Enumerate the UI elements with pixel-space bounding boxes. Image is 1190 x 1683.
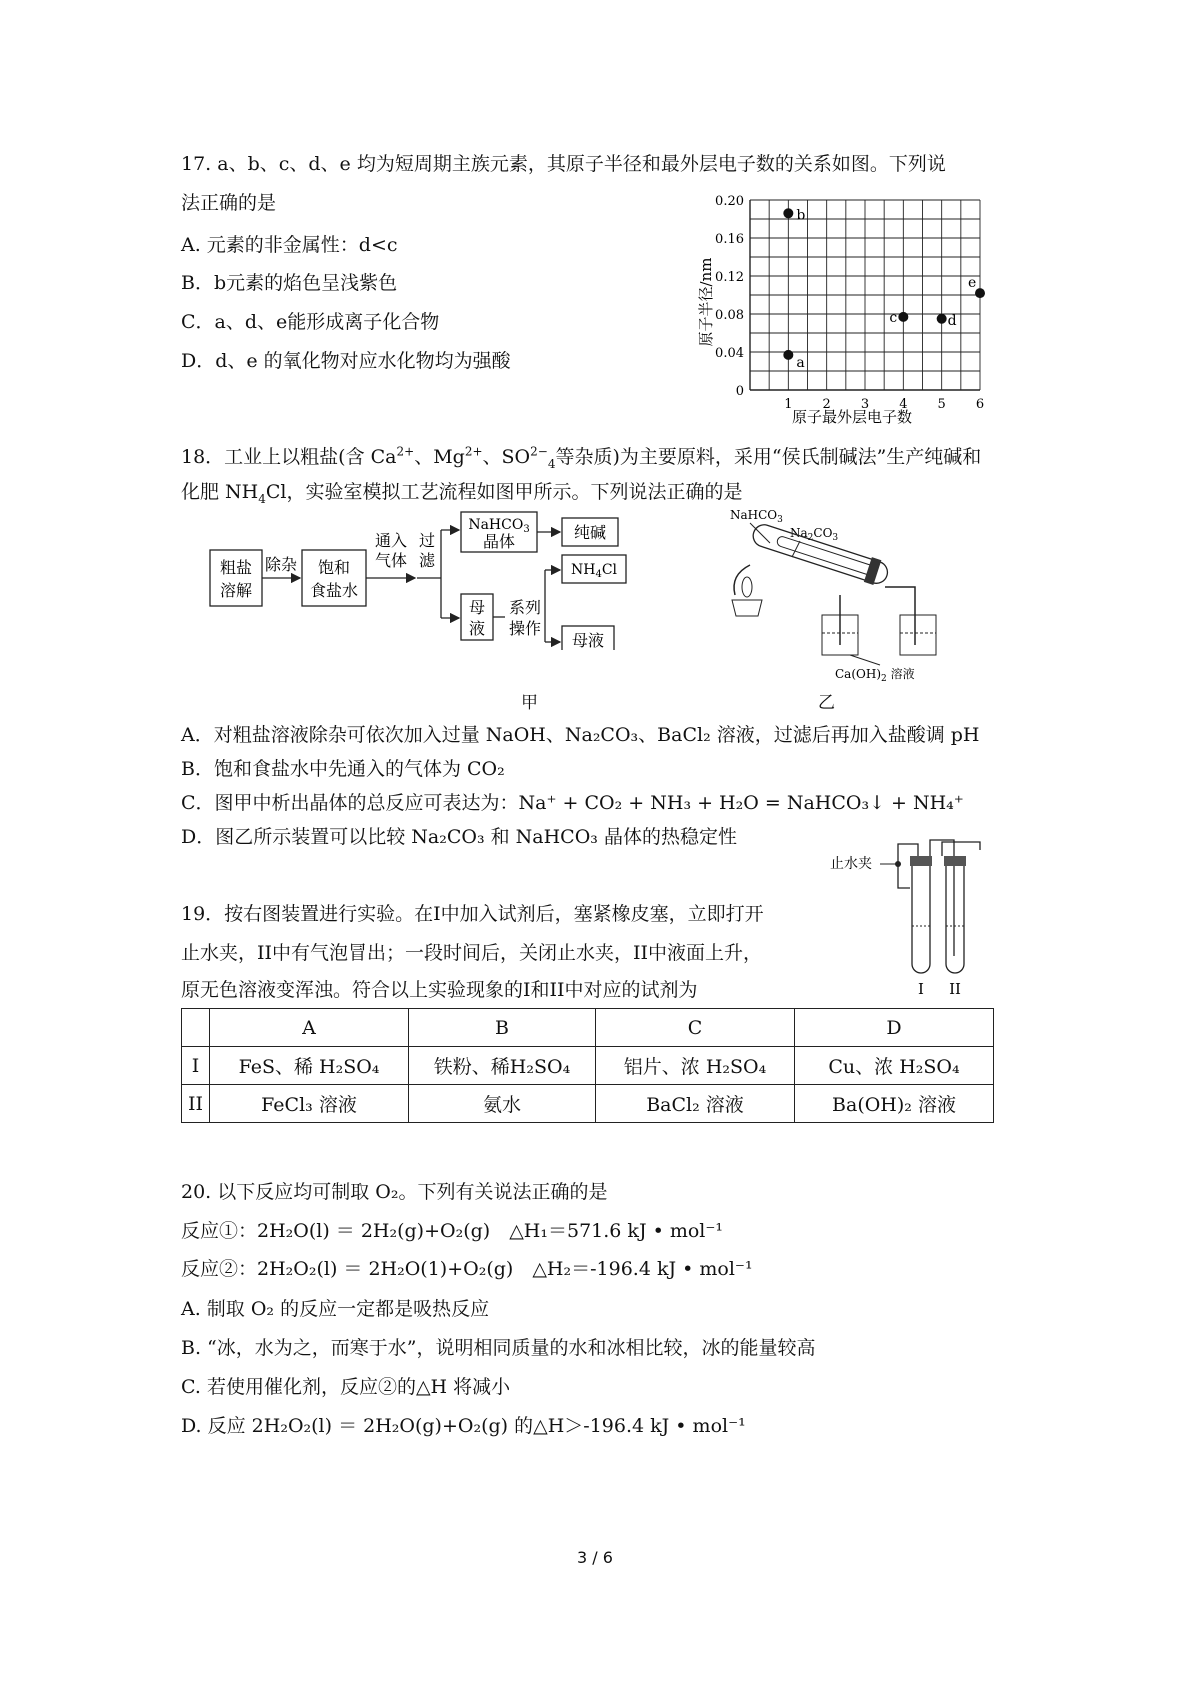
q18-stem-line1: 18．工业上以粗盐(含 $Ca^{2+}$、$Mg^{2+}$、$SO^{2-}_4$等杂质)为主要原料，采用“侯氏制碱法”生产纯碱和 bbox=[181, 444, 982, 471]
svg-text:母: 母 bbox=[468, 598, 486, 617]
q17-option-d: D．d、e 的氧化物对应水化物均为强酸 bbox=[181, 350, 511, 372]
svg-text:操作: 操作 bbox=[508, 619, 542, 638]
flow-caption: 甲 bbox=[521, 693, 538, 713]
data-point bbox=[898, 312, 908, 322]
point-label: a bbox=[796, 354, 805, 371]
table-cell: B bbox=[409, 1009, 596, 1047]
svg-text:液: 液 bbox=[468, 619, 486, 638]
svg-text:溶解: 溶解 bbox=[219, 581, 253, 600]
y-tick-label: 0.12 bbox=[715, 270, 744, 285]
q17-stem-line2: 法正确的是 bbox=[181, 192, 277, 214]
q20-option-b: B. “冰，水为之，而寒于水”，说明相同质量的水和冰相比较，冰的能量较高 bbox=[181, 1337, 816, 1359]
svg-text:母液: 母液 bbox=[571, 631, 605, 650]
svg-text:晶体: 晶体 bbox=[482, 532, 516, 551]
table-row-header bbox=[182, 1009, 994, 1047]
y-tick-label: 0.20 bbox=[715, 194, 744, 209]
x-tick-label: 1 bbox=[784, 397, 793, 412]
table-cell: A bbox=[210, 1009, 409, 1047]
svg-text:Ca(OH)2 溶液: $Ca(OH)_2$ 溶液 bbox=[835, 667, 915, 684]
q20-stem: 20. 以下反应均可制取 O₂。下列有关说法正确的是 bbox=[181, 1181, 608, 1203]
q18-option-d: D．图乙所示装置可以比较 Na₂CO₃ 和 NaHCO₃ 晶体的热稳定性 bbox=[181, 826, 737, 848]
data-point bbox=[783, 208, 793, 218]
table-cell: II bbox=[182, 1085, 210, 1123]
point-label: e bbox=[968, 275, 977, 292]
q18-option-a: A．对粗盐溶液除杂可依次加入过量 NaOH、Na₂CO₃、BaCl₂ 溶液，过滤后再加入盐酸调 pH bbox=[181, 724, 980, 746]
page-number: 3 / 6 bbox=[577, 1548, 613, 1567]
point-label: c bbox=[889, 309, 898, 326]
y-tick-label: 0.04 bbox=[715, 346, 744, 361]
svg-text:NH4Cl: $NH_4Cl$ bbox=[570, 562, 618, 580]
y-tick-label: 0.16 bbox=[715, 232, 744, 247]
q20-reaction-2: 反应②：2H₂O₂(l) ＝ 2H₂O(1)+O₂(g) △H₂＝-196.4 kJ • mol⁻¹ bbox=[181, 1258, 753, 1280]
point-label: d bbox=[947, 312, 957, 329]
q18-apparatus bbox=[720, 505, 950, 685]
svg-text:过: 过 bbox=[418, 531, 436, 550]
chart-grid bbox=[750, 200, 980, 390]
x-tick-label: 2 bbox=[822, 397, 831, 412]
svg-text:Na2CO3: $Na_2CO_3$ bbox=[790, 526, 839, 543]
q18-option-c: C．图甲中析出晶体的总反应可表达为：Na⁺ + CO₂ + NH₃ + H₂O = NaHCO₃↓ + NH₄⁺ bbox=[181, 792, 964, 814]
table-cell: C bbox=[596, 1009, 795, 1047]
svg-text:I: I bbox=[918, 980, 924, 998]
q19-stem-line2: 止水夹，II中有气泡冒出；一段时间后，关闭止水夹，II中液面上升， bbox=[181, 942, 763, 964]
svg-text:系列: 系列 bbox=[508, 598, 542, 617]
x-tick-label: 6 bbox=[975, 397, 985, 412]
table-cell: FeS、稀 H₂SO₄ bbox=[210, 1047, 409, 1085]
svg-text:II: II bbox=[949, 980, 961, 998]
x-tick-label: 3 bbox=[860, 397, 870, 412]
q17-option-b: B．b元素的焰色呈浅紫色 bbox=[181, 272, 398, 294]
table-cell: 氨水 bbox=[409, 1085, 596, 1123]
x-tick-label: 5 bbox=[937, 397, 946, 412]
q20-reaction-1: 反应①：2H₂O(l) ＝ 2H₂(g)+O₂(g) △H₁＝571.6 kJ • mol⁻¹ bbox=[181, 1220, 724, 1242]
y-tick-label: 0.08 bbox=[715, 308, 744, 323]
q19-reagent-table bbox=[181, 1008, 994, 1123]
table-row bbox=[182, 1047, 994, 1085]
table-cell: Cu、浓 H₂SO₄ bbox=[795, 1047, 994, 1085]
svg-text:NaHCO3: NaHCO$_3$ bbox=[730, 508, 783, 525]
svg-text:通入: 通入 bbox=[374, 531, 408, 550]
data-point bbox=[783, 350, 793, 360]
table-cell: I bbox=[182, 1047, 210, 1085]
y-tick-label: 0 bbox=[735, 384, 744, 399]
data-point bbox=[937, 314, 947, 324]
q19-stem-line1: 19．按右图装置进行实验。在I中加入试剂后，塞紧橡皮塞，立即打开 bbox=[181, 903, 764, 925]
chart-y-ticks bbox=[715, 194, 744, 399]
q17-option-a: A. 元素的非金属性：d<c bbox=[181, 234, 398, 256]
table-cell: 铝片、浓 H₂SO₄ bbox=[596, 1047, 795, 1085]
table-cell: D bbox=[795, 1009, 994, 1047]
svg-text:NaHCO3: NaHCO$_3$ bbox=[468, 517, 530, 535]
table-row bbox=[182, 1085, 994, 1123]
svg-text:止水夹: 止水夹 bbox=[830, 856, 872, 872]
data-point bbox=[975, 288, 985, 298]
table-cell: FeCl₃ 溶液 bbox=[210, 1085, 409, 1123]
apparatus-caption: 乙 bbox=[818, 693, 835, 713]
svg-text:食盐水: 食盐水 bbox=[309, 581, 359, 600]
q18-option-b: B．饱和食盐水中先通入的气体为 CO₂ bbox=[181, 758, 505, 780]
chart-x-label: 原子最外层电子数 bbox=[791, 408, 913, 426]
q17-stem-line1: 17. a、b、c、d、e 均为短周期主族元素，其原子半径和最外层电子数的关系如图。下列说 bbox=[181, 153, 946, 175]
svg-text:气体: 气体 bbox=[374, 551, 408, 570]
q20-option-a: A. 制取 O₂ 的反应一定都是吸热反应 bbox=[181, 1298, 490, 1320]
q19-apparatus bbox=[830, 836, 990, 1001]
point-label: b bbox=[796, 207, 806, 224]
table-cell: Ba(OH)₂ 溶液 bbox=[795, 1085, 994, 1123]
table-cell: 铁粉、稀H₂SO₄ bbox=[409, 1047, 596, 1085]
q20-option-d: D. 反应 2H₂O₂(l) ＝ 2H₂O(g)+O₂(g) 的△H＞-196.4 kJ • mol⁻¹ bbox=[181, 1415, 746, 1437]
q18-flow-diagram bbox=[205, 510, 645, 650]
svg-text:滤: 滤 bbox=[418, 551, 436, 570]
svg-text:饱和: 饱和 bbox=[317, 558, 351, 577]
q20-option-c: C. 若使用催化剂，反应②的△H 将减小 bbox=[181, 1376, 511, 1398]
q17-radius-chart bbox=[690, 190, 990, 430]
q19-stem-line3: 原无色溶液变浑浊。符合以上实验现象的I和II中对应的试剂为 bbox=[181, 979, 698, 1001]
svg-text:纯碱: 纯碱 bbox=[573, 523, 607, 542]
table-cell bbox=[182, 1009, 210, 1047]
q18-stem-line2: 化肥 $NH_4Cl$，实验室模拟工艺流程如图甲所示。下列说法正确的是 bbox=[181, 481, 743, 506]
svg-text:粗盐: 粗盐 bbox=[219, 558, 253, 577]
x-tick-label: 4 bbox=[899, 397, 908, 412]
svg-text:除杂: 除杂 bbox=[264, 555, 298, 574]
q17-option-c: C．a、d、e能形成离子化合物 bbox=[181, 311, 440, 333]
table-cell: BaCl₂ 溶液 bbox=[596, 1085, 795, 1123]
chart-y-label: 原子半径/nm bbox=[697, 257, 715, 347]
